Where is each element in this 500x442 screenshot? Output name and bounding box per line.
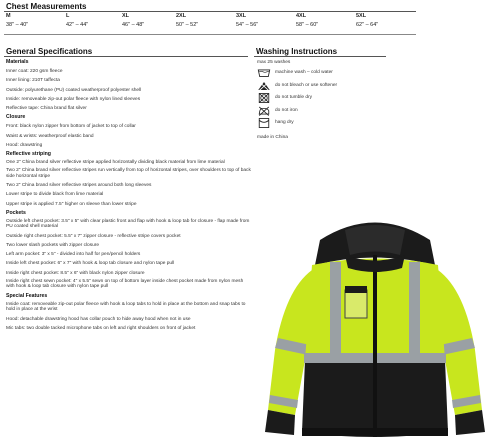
- no-bleach-icon: [257, 81, 271, 91]
- size-range: 62" – 64": [356, 22, 379, 28]
- spec-section-heading: Pockets: [6, 209, 26, 216]
- size-range: 50" – 52": [176, 22, 199, 28]
- washing-instructions-title: Washing Instructions: [256, 47, 338, 56]
- hang-dry-icon: [257, 118, 271, 128]
- size-range: 42" – 44": [66, 22, 89, 28]
- washing-instruction-row: [255, 92, 385, 105]
- washing-instruction-text: hang dry: [275, 120, 294, 125]
- size-label: M: [6, 13, 11, 19]
- spec-line: Hood: detachable drawstring hood has collar pouch to hide away hood when not in use: [6, 316, 191, 322]
- washing-instruction-row: [255, 80, 385, 93]
- jacket-image: [250, 210, 500, 442]
- washing-title-divider: [254, 56, 386, 57]
- spec-line: Outside: polyurethane (PU) coated weatherproof polyester shell: [6, 87, 142, 93]
- size-range: 38" – 40": [6, 22, 29, 28]
- spec-line: Inside left chest pocket: 6" x 7" with hook & loop tab closure and nylon tape pull: [6, 261, 175, 267]
- spec-list: [6, 58, 252, 333]
- spec-line: Reflective tape: China brand flat silver: [6, 105, 87, 111]
- specs-title-divider: [4, 56, 248, 57]
- size-label: 2XL: [176, 13, 187, 19]
- no-iron-icon: [257, 106, 271, 116]
- chest-measurements-title: Chest Measurements: [6, 2, 87, 11]
- size-label: XL: [122, 13, 130, 19]
- washing-instruction-text: do not iron: [275, 107, 298, 113]
- spec-section-heading: Closure: [6, 114, 26, 121]
- size-table: [6, 13, 416, 31]
- size-range: 54" – 56": [236, 22, 259, 28]
- spec-line: Inner coat: 220 gsm fleece: [6, 69, 63, 75]
- size-label: 5XL: [356, 13, 367, 19]
- spec-line: Two lower slash pockets with zipper closure: [6, 243, 100, 249]
- washing-instruction-text: do not tumble dry: [275, 95, 313, 100]
- size-label: 3XL: [236, 13, 247, 19]
- origin-text: made in China: [257, 134, 288, 140]
- washing-instruction-row: [255, 105, 385, 118]
- washing-instruction-text: machine wash – cold water: [275, 70, 333, 75]
- spec-line: Left arm pocket: 3" x 5" - divided into half for pen/pencil holders: [6, 252, 141, 258]
- spec-line: Inside right chest pocket: 8.5" x 6" with black nylon zipper closure: [6, 270, 145, 276]
- spec-section-heading: Special Features: [6, 292, 48, 299]
- washing-instruction-row: [255, 117, 385, 130]
- washing-instruction-text: do not bleach or use softener: [275, 82, 338, 88]
- spec-line: Outside left chest pocket: 3.5" x 5" with clear plastic front and flap with hook & loop tab for closure - flap made from PU coated shell material: [6, 219, 250, 230]
- size-label: L: [66, 13, 70, 19]
- spec-line: Inside: removeable zip-out polar fleece with nylon lined sleeves: [6, 96, 141, 102]
- spec-line: Hood: drawstring: [6, 142, 43, 148]
- spec-line: Front: black nylon zipper from bottom of jacket to top of collar: [6, 124, 136, 130]
- spec-line: Two 2" China brand silver reflective stripes around both long sleeves: [6, 183, 152, 189]
- max-washes-text: max 25 washes: [257, 60, 291, 65]
- spec-line: One 2" China brand silver reflective stripe applied horizontally dividing black material from lime material: [6, 160, 225, 166]
- spec-line: Inner lining: 210T taffecta: [6, 78, 60, 84]
- washing-list: [255, 58, 385, 142]
- chest-title-divider: [4, 11, 416, 12]
- spec-line: Two 2" China brand silver reflective stripes run vertically from top of horizontal stripes, over shoulders to top of back side horizontal stripe: [6, 168, 251, 179]
- spec-line: Outside right chest pocket: 5.5" x 7" zipper closure - reflective stripe covers pocket: [6, 233, 181, 239]
- spec-line: Lower stripe to divide black from lime material: [6, 192, 104, 198]
- size-table-divider: [4, 34, 416, 35]
- spec-section-heading: Reflective striping: [6, 150, 51, 157]
- spec-line: Inside right chest sewn pocket: 4" x 5.5" sewn on top of bottom layer inside chest pocket made from nylon mesh with hook & loop tab closure with nylon tape pull: [6, 278, 244, 290]
- washing-instruction-row: [255, 67, 385, 80]
- machine-wash-icon: [257, 68, 271, 78]
- size-range: 58" – 60": [296, 22, 319, 28]
- spec-section-heading: Materials: [6, 59, 29, 65]
- no-tumble-dry-icon: [257, 93, 271, 103]
- general-specifications-title: General Specifications: [6, 47, 93, 56]
- spec-line: Inside coat: removeable zip-out polar fleece with hook & loop tabs to hold in place at the bottom and snap tabs to hold in place at the wrist: [6, 301, 246, 313]
- size-label: 4XL: [296, 13, 307, 19]
- spec-line: Waist & wrists: weatherproof elastic band: [6, 133, 94, 139]
- size-range: 46" – 48": [122, 22, 145, 28]
- spec-line: Mic tabs: two double tacked microphone tabs on left and right shoulders on front of jacket: [6, 325, 196, 331]
- spec-line: Upper stripe is applied 7.5" higher on sleeve than lower stripe: [6, 201, 137, 207]
